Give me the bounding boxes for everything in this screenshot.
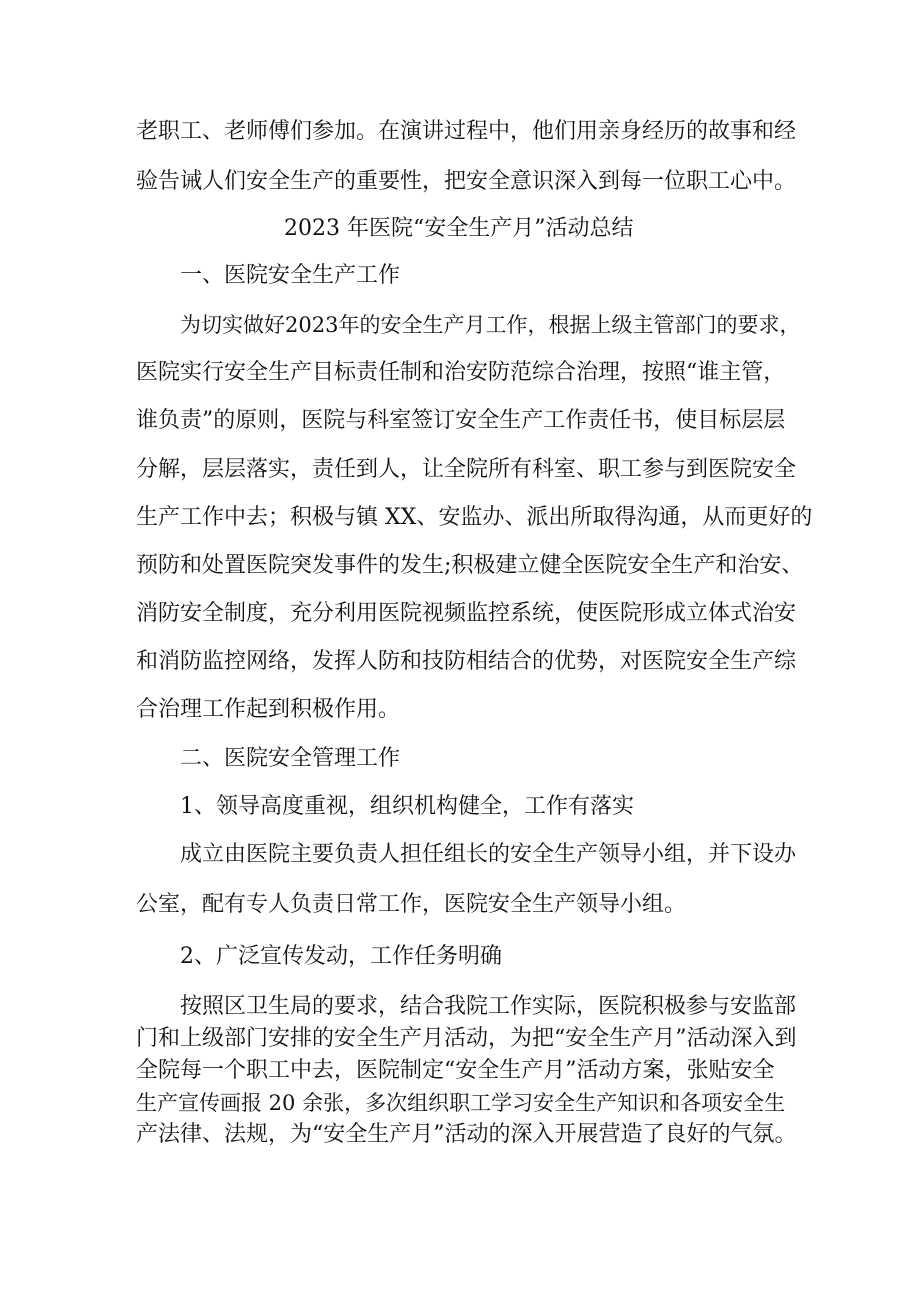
paragraph-line: 全院每一个职工中去，医院制定“安全生产月”活动方案，张贴安全	[136, 1058, 775, 1083]
paragraph-line: 预防和处置医院突发事件的发生;积极建立健全医院安全生产和治安、	[136, 553, 804, 578]
paragraph-line: 生产工作中去；积极与镇 XX、安监办、派出所取得沟通，从而更好的	[136, 505, 813, 530]
section-heading: 二、医院安全管理工作	[180, 746, 401, 771]
subsection-heading: 1、领导高度重视，组织机构健全，工作有落实	[180, 794, 634, 819]
paragraph-line: 合治理工作起到积极作用。	[136, 697, 401, 722]
paragraph-line: 消防安全制度，充分利用医院视频监控系统，使医院形成立体式治安	[136, 601, 797, 626]
paragraph-line: 和消防监控网络，发挥人防和技防相结合的优势，对医院安全生产综	[136, 649, 797, 674]
document-title: 2023 年医院“安全生产月”活动总结	[284, 216, 634, 241]
paragraph-line: 老职工、老师傅们参加。在演讲过程中，他们用亲身经历的故事和经	[136, 119, 797, 144]
paragraph-line: 验告诫人们安全生产的重要性，把安全意识深入到每一位职工心中。	[136, 169, 797, 194]
paragraph-line: 门和上级部门安排的安全生产月活动，为把“安全生产月”活动深入到	[136, 1026, 797, 1051]
subsection-heading: 2、广泛宣传发动，工作任务明确	[180, 944, 502, 969]
paragraph-line: 按照区卫生局的要求，结合我院工作实际，医院积极参与安监部	[180, 994, 797, 1019]
paragraph-line: 公室，配有专人负责日常工作，医院安全生产领导小组。	[136, 892, 687, 917]
section-heading: 一、医院安全生产工作	[180, 263, 401, 288]
paragraph-line: 成立由医院主要负责人担任组长的安全生产领导小组，并下设办	[180, 842, 797, 867]
paragraph-line: 谁负责”的原则，医院与科室签订安全生产工作责任书，使目标层层	[136, 408, 786, 433]
paragraph-line: 生产宣传画报 20 余张，多次组织职工学习安全生产知识和各项安全生	[136, 1091, 786, 1115]
paragraph-line: 医院实行安全生产目标责任制和治安防范综合治理，按照“谁主管，	[136, 360, 786, 385]
paragraph-line: 产法律、法规，为“安全生产月”活动的深入开展营造了良好的气氛。	[136, 1122, 797, 1147]
paragraph-line: 为切实做好2023年的安全生产月工作，根据上级主管部门的要求，	[180, 313, 801, 337]
paragraph-line: 分解，层层落实，责任到人，让全院所有科室、职工参与到医院安全	[136, 457, 797, 482]
